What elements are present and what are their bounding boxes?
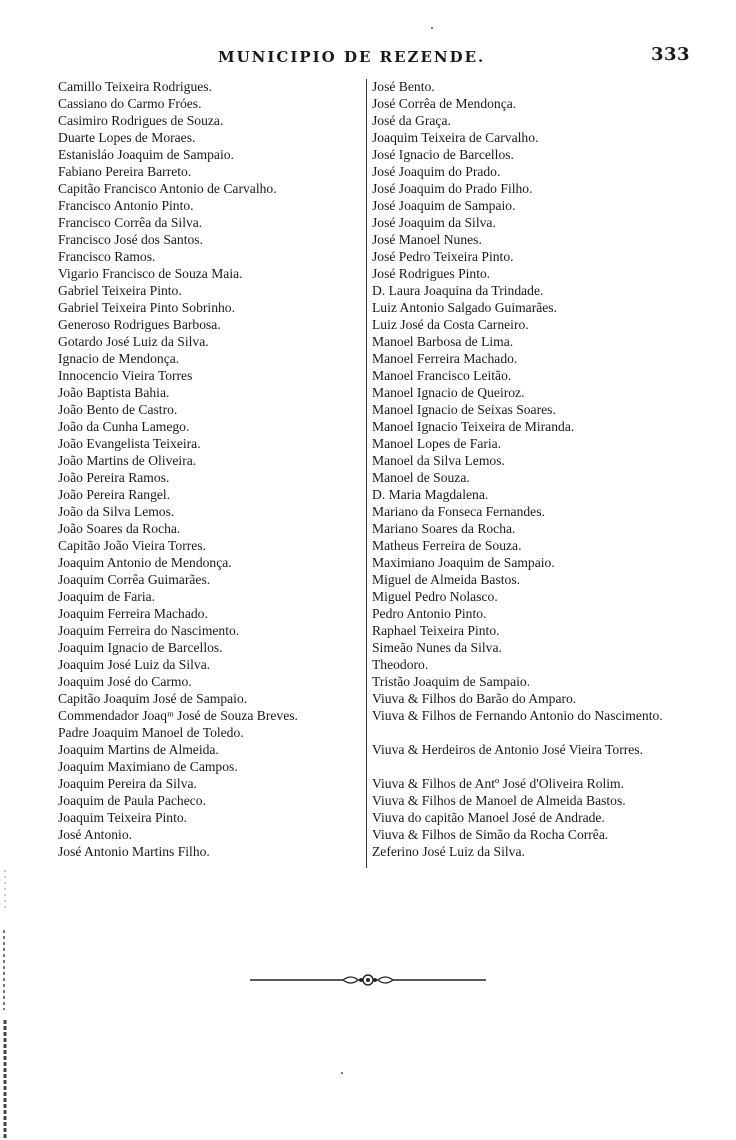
name-entry: Joaquim Teixeira Pinto. xyxy=(58,810,188,825)
name-entry: Viuva & Filhos de Manoel de Almeida Bastos. xyxy=(372,793,626,808)
name-entry: Manoel Ferreira Machado. xyxy=(372,351,518,366)
name-entry: Manoel Lopes de Faria. xyxy=(372,436,502,451)
name-entry: Francisco Ramos. xyxy=(58,249,156,264)
name-entry: João Pereira Ramos. xyxy=(58,470,170,485)
name-entry: José Pedro Teixeira Pinto. xyxy=(372,249,514,264)
name-entry: Capitão Francisco Antonio de Carvalho. xyxy=(58,181,277,196)
name-entry: Capitão Joaquim José de Sampaio. xyxy=(58,691,248,706)
name-entry: Fabiano Pereira Barreto. xyxy=(58,164,192,179)
name-entry: Francisco José dos Santos. xyxy=(58,232,203,247)
name-entry: Cassiano do Carmo Fróes. xyxy=(58,96,202,111)
name-entry: Manoel Ignacio Teixeira de Miranda. xyxy=(372,419,575,434)
name-entry: Francisco Antonio Pinto. xyxy=(58,198,194,213)
name-entry: Tristão Joaquim de Sampaio. xyxy=(372,674,531,689)
name-entry: Viuva & Filhos do Barão do Amparo. xyxy=(372,691,577,706)
name-entry: Commendador Joaqᵐ José de Souza Breves. xyxy=(58,708,298,723)
name-entry: Pedro Antonio Pinto. xyxy=(372,606,487,621)
name-entry: Gabriel Teixeira Pinto Sobrinho. xyxy=(58,300,235,315)
name-entry: Luiz Antonio Salgado Guimarães. xyxy=(372,300,557,315)
name-entry: Manoel Ignacio de Seixas Soares. xyxy=(372,402,556,417)
name-entry: Manoel da Silva Lemos. xyxy=(372,453,505,468)
name-entry: José Antonio. xyxy=(58,827,133,842)
right-name-column xyxy=(369,78,681,860)
page-header xyxy=(0,44,736,68)
name-entry: Joaquim Teixeira de Carvalho. xyxy=(372,130,539,145)
name-entry: João Martins de Oliveira. xyxy=(58,453,197,468)
name-entry: D. Laura Joaquina da Trindade. xyxy=(372,283,544,298)
name-entry: Simeão Nunes da Silva. xyxy=(372,640,502,655)
name-entry: Joaquim Antonio de Mendonça. xyxy=(58,555,232,570)
name-entry: Francisco Corrêa da Silva. xyxy=(58,215,203,230)
name-entry: Joaquim Ferreira Machado. xyxy=(58,606,208,621)
name-entry: D. Maria Magdalena. xyxy=(372,487,489,502)
name-entry: José Joaquim de Sampaio. xyxy=(372,198,516,213)
ornament-divider-icon xyxy=(248,970,488,990)
name-entry: José Manoel Nunes. xyxy=(372,232,482,247)
name-entry: José Bento. xyxy=(372,79,435,94)
name-entry: Matheus Ferreira de Souza. xyxy=(372,538,522,553)
name-entry: José Joaquim da Silva. xyxy=(372,215,496,230)
column-divider xyxy=(366,79,367,868)
name-entry: Manoel Barbosa de Lima. xyxy=(372,334,514,349)
name-entry: João Bento de Castro. xyxy=(58,402,178,417)
name-entry: Joaquim Ignacio de Barcellos. xyxy=(58,640,223,655)
name-entry: José Joaquim do Prado Filho. xyxy=(372,181,533,196)
name-entry: Capitão João Vieira Torres. xyxy=(58,538,206,553)
name-entry: Miguel Pedro Nolasco. xyxy=(372,589,498,604)
name-entry: Viuva & Herdeiros de Antonio José Vieira Torres. xyxy=(372,742,643,757)
name-entry: João da Cunha Lamego. xyxy=(58,419,190,434)
name-entry: José Corrêa de Mendonça. xyxy=(372,96,517,111)
print-speck xyxy=(341,1072,343,1074)
left-name-column xyxy=(58,78,364,860)
name-entry: Zeferino José Luiz da Silva. xyxy=(372,844,525,859)
name-entry: Miguel de Almeida Bastos. xyxy=(372,572,521,587)
running-title: MUNICIPIO DE REZENDE. xyxy=(218,48,486,66)
name-entry: Joaquim Pereira da Silva. xyxy=(58,776,197,791)
name-entry: Mariano da Fonseca Fernandes. xyxy=(372,504,545,519)
name-entry: Luiz José da Costa Carneiro. xyxy=(372,317,529,332)
name-entry: Gabriel Teixeira Pinto. xyxy=(58,283,182,298)
name-entry: Generoso Rodrigues Barbosa. xyxy=(58,317,221,332)
scan-edge-shadow xyxy=(0,870,10,1140)
name-entry: Casimiro Rodrigues de Souza. xyxy=(58,113,224,128)
name-entry: Raphael Teixeira Pinto. xyxy=(372,623,500,638)
page-number: 333 xyxy=(651,44,691,65)
print-speck xyxy=(431,27,433,29)
name-entry: João Soares da Rocha. xyxy=(58,521,181,536)
name-entry: Joaquim Corrêa Guimarães. xyxy=(58,572,211,587)
name-entry: Joaquim Ferreira do Nascimento. xyxy=(58,623,240,638)
name-entry: Duarte Lopes de Moraes. xyxy=(58,130,196,145)
name-entry: Joaquim de Paula Pacheco. xyxy=(58,793,206,808)
name-entry: Vigario Francisco de Souza Maia. xyxy=(58,266,243,281)
name-entry: José Joaquim do Prado. xyxy=(372,164,501,179)
name-entry: José da Graça. xyxy=(372,113,451,128)
name-entry: João Evangelista Teixeira. xyxy=(58,436,201,451)
name-entry: João Baptista Bahia. xyxy=(58,385,170,400)
name-entry: Manoel de Souza. xyxy=(372,470,470,485)
name-entry: Mariano Soares da Rocha. xyxy=(372,521,516,536)
name-entry: Innocencio Vieira Torres xyxy=(58,368,193,383)
name-entry: Theodoro. xyxy=(372,657,429,672)
name-entry: Manoel Francisco Leitão. xyxy=(372,368,512,383)
name-entry: Viuva do capitão Manoel José de Andrade. xyxy=(372,810,605,825)
name-entry: Camillo Teixeira Rodrigues. xyxy=(58,79,212,94)
name-entry: Ignacio de Mendonça. xyxy=(58,351,180,366)
name-entry: José Rodrigues Pinto. xyxy=(372,266,491,281)
name-entry: Joaquim José do Carmo. xyxy=(58,674,192,689)
name-entry: Viuva & Filhos de Fernando Antonio do Nascimento. xyxy=(372,708,663,723)
name-entry: João Pereira Rangel. xyxy=(58,487,171,502)
name-entry: Viuva & Filhos de Antº José d'Oliveira Rolim. xyxy=(372,776,625,791)
name-entry: João da Silva Lemos. xyxy=(58,504,175,519)
name-entry: Viuva & Filhos de Simão da Rocha Corrêa. xyxy=(372,827,609,842)
name-entry: José Ignacio de Barcellos. xyxy=(372,147,514,162)
name-entry: Maximiano Joaquim de Sampaio. xyxy=(372,555,555,570)
name-entry: Joaquim José Luiz da Silva. xyxy=(58,657,211,672)
name-entry: Padre Joaquim Manoel de Toledo. xyxy=(58,725,244,740)
name-entry: Joaquim de Faria. xyxy=(58,589,156,604)
name-entry: Gotardo José Luiz da Silva. xyxy=(58,334,209,349)
name-entry: José Antonio Martins Filho. xyxy=(58,844,210,859)
name-entry: Estanisláo Joaquim de Sampaio. xyxy=(58,147,234,162)
name-entry: Joaquim Maximiano de Campos. xyxy=(58,759,238,774)
name-entry: Joaquim Martins de Almeida. xyxy=(58,742,219,757)
name-entry: Manoel Ignacio de Queiroz. xyxy=(372,385,525,400)
